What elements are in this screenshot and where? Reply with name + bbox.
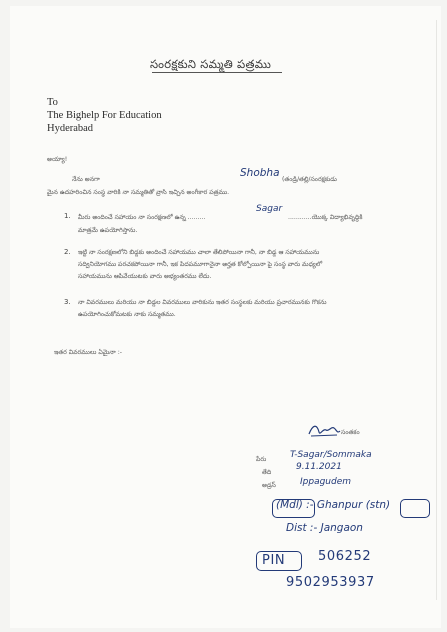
item-1-ward-name: Sagar (256, 204, 283, 214)
pin-value: 506252 (318, 549, 372, 564)
page-edge-line (436, 20, 437, 600)
intro-guardian-name: Shobha (240, 167, 280, 179)
address-label: అడ్రస్ (262, 482, 276, 489)
address-city: Hyderabad (47, 123, 94, 134)
item-1-prefix: మీరు అందించే సహాయం నా సంరక్షణలో ఉన్న ......... (78, 214, 206, 221)
letter-title: సంరక్షకుని సమ్మతి పత్రము (150, 57, 272, 71)
address-to: To (47, 97, 58, 108)
phone-value: 9502953937 (286, 575, 375, 590)
other-details-label: ఇతర వివరములు ఏమైనా :- (54, 349, 123, 356)
address-org: The Bighelp For Education (47, 110, 162, 121)
intro-prefix: నేను అనగా (72, 176, 100, 183)
date-value: 9.11.2021 (296, 462, 342, 472)
item-1-line2: మాత్రమే ఉపయోగిస్తాను. (78, 227, 138, 234)
item-2-line2: సద్వినియోగము పరచకపోయినా గానీ, ఇక పిదపమూగానైనా అర్హత కోల్పోయినా పై సంస్థ వారు మధ్యలో (78, 261, 323, 268)
date-label: తేది (262, 469, 272, 476)
salutation: అయ్యా! (47, 156, 68, 163)
intro-line2: మైన ఉదహరించిన సంస్థ వారికి నా సమ్మతితో వ్రాసి ఇచ్చిన అంగీకార పత్రము. (47, 189, 230, 196)
item-2-line3: సహాయమును ఆపివేయుటకు వారు అభ్యంతరము లేదు. (78, 273, 212, 280)
intro-suffix: (తండ్రి/తల్లి/సంరక్షకుడు (282, 176, 337, 183)
item-2-number: 2. (64, 248, 71, 256)
item-1-suffix: ............యొక్క విద్యాభివృద్ధికి (288, 214, 363, 221)
district-value: Dist :- Jangaon (286, 522, 363, 534)
item-3-line1: నా వివరములు మరియు నా బిడ్డల వివరములు వారికును ఇతర సంస్థలకు మరియు ప్రచారమునకు గొకను (78, 299, 327, 306)
stn-box (400, 499, 430, 518)
title-underline (152, 72, 282, 73)
mandal-value: (Mdl) :- Ghanpur (stn) (276, 499, 391, 511)
village-value: Ippagudem (300, 477, 352, 487)
item-3-line2: ఉపయోగించుకోమటకు నాకు సమ్మతము. (78, 311, 176, 318)
signature-label: సంతకం (341, 429, 360, 436)
pin-label: PIN (262, 553, 286, 568)
name-label: పేరు (256, 456, 267, 463)
guardian-signature (307, 422, 341, 440)
name-value: T-Sagar/Sommaka (290, 450, 372, 460)
item-3-number: 3. (64, 298, 71, 306)
consent-letter-page (10, 6, 441, 628)
item-2-line1: ఇట్టి నా సంరక్షణలోని బిడ్డకు అందించే సహాయము చాలా తేలిపోయినా గానీ, నా బిడ్డ ఆ సహాయమును (78, 249, 320, 256)
item-1-number: 1. (64, 212, 71, 220)
